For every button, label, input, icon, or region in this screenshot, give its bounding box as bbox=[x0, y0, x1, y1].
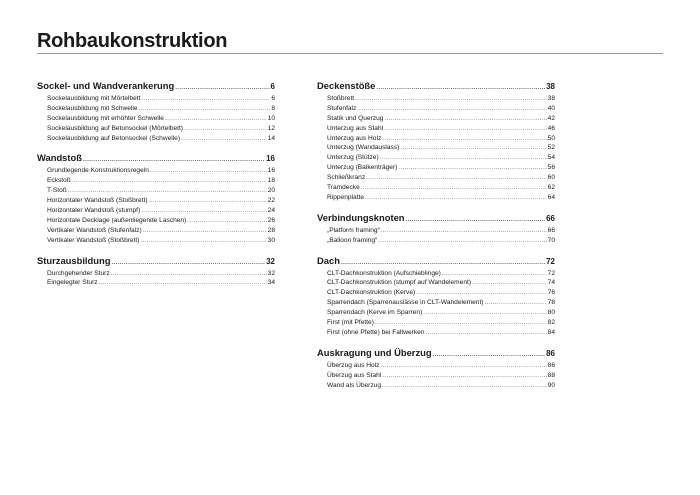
section-heading: Auskragung und Überzug bbox=[317, 346, 432, 358]
entry-label: Vertikaler Wandstoß (Stoßbrett) bbox=[47, 236, 140, 244]
dot-leader bbox=[384, 125, 547, 135]
toc-section-sturzausbildung bbox=[37, 253, 275, 289]
page-number: 72 bbox=[547, 269, 555, 277]
section-heading: Deckenstöße bbox=[317, 80, 376, 91]
page-number: 64 bbox=[547, 193, 555, 201]
page-number: 84 bbox=[547, 328, 555, 336]
section-heading: Verbindungsknoten bbox=[317, 211, 405, 223]
toc-entry[interactable] bbox=[37, 134, 275, 144]
entry-label: CLT-Dachkonstruktion (Aufschieblinge) bbox=[327, 269, 441, 277]
dot-leader bbox=[149, 197, 267, 207]
dot-leader bbox=[150, 167, 267, 177]
page-number: 46 bbox=[547, 124, 555, 132]
dot-leader bbox=[187, 217, 266, 227]
page-number: 86 bbox=[546, 348, 555, 358]
toc-entry[interactable] bbox=[37, 278, 275, 288]
toc-heading-dach[interactable] bbox=[317, 253, 555, 269]
dot-leader bbox=[355, 95, 547, 105]
dot-leader bbox=[140, 237, 266, 247]
toc-entry[interactable] bbox=[317, 269, 555, 279]
page-number: 38 bbox=[547, 95, 555, 102]
page-number: 34 bbox=[267, 279, 275, 287]
page-number: 6 bbox=[270, 82, 275, 91]
dot-leader bbox=[376, 80, 545, 96]
toc-entry[interactable] bbox=[317, 143, 555, 153]
toc-entry[interactable] bbox=[37, 196, 275, 206]
page-number: 32 bbox=[267, 269, 275, 277]
entry-label: Sockelausbildung mit Schwelle bbox=[47, 104, 138, 112]
dot-leader bbox=[423, 309, 546, 319]
page-number: 86 bbox=[547, 361, 555, 369]
page-number: 8 bbox=[271, 104, 275, 112]
toc-entry[interactable] bbox=[317, 371, 555, 381]
entry-label: Grundlegende Konstruktionsregeln bbox=[47, 167, 149, 175]
entry-label: Unterzug (Stütze) bbox=[327, 154, 379, 162]
toc-entry[interactable] bbox=[317, 104, 555, 114]
entry-label: Wand als Überzug bbox=[327, 381, 381, 389]
toc-section-wandstoss bbox=[37, 150, 275, 245]
page-number: 72 bbox=[546, 256, 555, 266]
toc-entry[interactable] bbox=[317, 288, 555, 298]
entry-label: CLT-Dachkonstruktion (stumpf auf Wandelement) bbox=[327, 279, 472, 287]
page-number: 30 bbox=[267, 236, 275, 244]
page-number: 28 bbox=[267, 226, 275, 234]
entry-label: Unterzug (Wandauslass) bbox=[327, 144, 400, 152]
page-number: 88 bbox=[547, 371, 555, 379]
section-heading: Sturzausbildung bbox=[37, 254, 111, 266]
section-heading: Dach bbox=[317, 254, 340, 266]
toc-entry[interactable] bbox=[37, 206, 275, 216]
page-number: 54 bbox=[547, 154, 555, 162]
toc-entry[interactable] bbox=[317, 318, 555, 328]
toc-entry[interactable] bbox=[37, 104, 275, 114]
toc-left-column bbox=[37, 78, 275, 295]
page-number: 18 bbox=[267, 177, 275, 185]
page-number: 62 bbox=[547, 184, 555, 192]
dot-leader bbox=[72, 177, 267, 187]
toc-entry[interactable] bbox=[317, 94, 555, 104]
toc-section-verbindungsknoten bbox=[317, 210, 555, 246]
toc-entry[interactable] bbox=[317, 328, 555, 338]
entry-label: Überzug aus Stahl bbox=[327, 371, 382, 379]
toc-heading-sturzausbildung[interactable] bbox=[37, 253, 275, 269]
dot-leader bbox=[380, 362, 546, 372]
dot-leader bbox=[141, 95, 270, 105]
toc-entry[interactable] bbox=[37, 114, 275, 124]
page-number: 40 bbox=[547, 104, 555, 112]
entry-label: Durchgehender Sturz bbox=[47, 269, 110, 277]
toc-entry[interactable] bbox=[37, 166, 275, 176]
entry-label: Stufenfalz bbox=[327, 104, 357, 112]
entry-label: Sockelausbildung auf Betonsockel (Schwelle) bbox=[47, 134, 181, 142]
page-number: 66 bbox=[546, 213, 555, 223]
page-number: 42 bbox=[547, 114, 555, 122]
page-number: 6 bbox=[271, 95, 275, 102]
dot-leader bbox=[99, 279, 267, 289]
toc-right-column bbox=[317, 78, 555, 397]
dot-leader bbox=[366, 174, 547, 184]
page-number: 20 bbox=[267, 187, 275, 195]
toc-heading-auskragung-und-ueberzug[interactable] bbox=[317, 345, 555, 361]
page-number: 74 bbox=[547, 279, 555, 287]
entry-label: Eckstoß bbox=[47, 177, 71, 185]
page-number: 24 bbox=[267, 207, 275, 215]
dot-leader bbox=[382, 135, 546, 145]
dot-leader bbox=[111, 255, 265, 271]
entry-label: Unterzug (Balkenträger) bbox=[327, 164, 398, 172]
dot-leader bbox=[181, 135, 267, 145]
toc-entry[interactable] bbox=[317, 308, 555, 318]
dot-leader bbox=[433, 347, 546, 363]
dot-leader bbox=[485, 299, 547, 309]
toc-entry[interactable] bbox=[317, 193, 555, 203]
dot-leader bbox=[384, 115, 546, 125]
page-title: Rohbaukonstruktion bbox=[37, 30, 228, 52]
toc-entry[interactable] bbox=[317, 153, 555, 163]
dot-leader bbox=[111, 270, 267, 280]
dot-leader bbox=[381, 227, 547, 237]
toc-entry[interactable] bbox=[317, 124, 555, 134]
dot-leader bbox=[382, 382, 547, 392]
toc-entry[interactable] bbox=[37, 176, 275, 186]
toc-entry[interactable] bbox=[317, 298, 555, 308]
dot-leader bbox=[357, 105, 546, 115]
page-number: 66 bbox=[547, 226, 555, 234]
dot-leader bbox=[400, 144, 546, 154]
page-number: 16 bbox=[266, 154, 275, 164]
entry-label: Sockelausbildung auf Betonsockel (Mörtelbett) bbox=[47, 124, 183, 132]
page-number: 90 bbox=[547, 381, 555, 389]
entry-label: Horizontaler Wandstoß (Stoßbrett) bbox=[47, 197, 148, 205]
toc-entry[interactable] bbox=[317, 114, 555, 124]
dot-leader bbox=[184, 125, 267, 135]
toc-entry[interactable] bbox=[37, 236, 275, 246]
dot-leader bbox=[175, 80, 269, 96]
entry-label: Schließkranz bbox=[327, 174, 366, 182]
toc-heading-deckenstoesse[interactable] bbox=[317, 78, 555, 94]
entry-label: CLT-Dachkonstruktion (Kerve) bbox=[327, 289, 416, 297]
entry-label: T-Stoß bbox=[47, 187, 67, 195]
toc-entry[interactable] bbox=[37, 124, 275, 134]
dot-leader bbox=[406, 212, 546, 228]
toc-entry[interactable] bbox=[317, 226, 555, 236]
entry-label: Rippenplatte bbox=[327, 193, 365, 201]
entry-label: First (ohne Pfette) bei Faltwerken bbox=[327, 328, 425, 336]
page-number: 38 bbox=[546, 82, 555, 91]
entry-label: Stoßbrett bbox=[327, 95, 355, 102]
page-number: 60 bbox=[547, 174, 555, 182]
page-number: 10 bbox=[267, 114, 275, 122]
toc-heading-wandstoss[interactable] bbox=[37, 150, 275, 166]
page-number: 70 bbox=[547, 236, 555, 244]
dot-leader bbox=[361, 184, 547, 194]
toc-entry[interactable] bbox=[37, 269, 275, 279]
entry-label: Sparrendach (Sparrenauslässe in CLT-Wandelement) bbox=[327, 299, 484, 307]
entry-label: Sparrendach (Kerve im Sparren) bbox=[327, 309, 423, 317]
toc-section-sockel-und-wandverankerung bbox=[37, 78, 275, 143]
page-number: 52 bbox=[547, 144, 555, 152]
toc-entry[interactable] bbox=[37, 94, 275, 104]
page-number: 26 bbox=[267, 216, 275, 224]
toc-entry[interactable] bbox=[317, 381, 555, 391]
section-heading: Wandstoß bbox=[37, 152, 82, 164]
dot-leader bbox=[365, 194, 547, 204]
dot-leader bbox=[143, 227, 267, 237]
toc-entry[interactable] bbox=[317, 163, 555, 173]
page-number: 14 bbox=[267, 134, 275, 142]
page-number: 32 bbox=[266, 256, 275, 266]
entry-label: Vertikaler Wandstoß (Stufenfalz) bbox=[47, 226, 142, 234]
entry-label: Horizontale Decklage (außenliegende Laschen) bbox=[47, 216, 187, 224]
title-divider bbox=[37, 53, 663, 54]
entry-label: Tramdecke bbox=[327, 184, 360, 192]
page-number: 76 bbox=[547, 289, 555, 297]
section-heading: Sockel- und Wandverankerung bbox=[37, 80, 175, 91]
toc-entry[interactable] bbox=[37, 226, 275, 236]
page-number: 12 bbox=[267, 124, 275, 132]
page-number: 50 bbox=[547, 134, 555, 142]
toc-entry[interactable] bbox=[317, 134, 555, 144]
toc-entry[interactable] bbox=[37, 186, 275, 196]
entry-label: Sockelausbildung mit erhöhter Schwelle bbox=[47, 114, 164, 122]
toc-entry[interactable] bbox=[317, 173, 555, 183]
toc-heading-sockel-und-wandverankerung[interactable] bbox=[37, 78, 275, 94]
page-number: 78 bbox=[547, 299, 555, 307]
entry-label: First (mit Pfette) bbox=[327, 319, 374, 327]
toc-section-deckenstoesse bbox=[317, 78, 555, 203]
entry-label: Horizontaler Wandstoß (stumpf) bbox=[47, 207, 141, 215]
entry-label: „Platform framing“ bbox=[327, 226, 380, 234]
dot-leader bbox=[472, 279, 547, 289]
page-number: 16 bbox=[267, 167, 275, 175]
toc-entry[interactable] bbox=[317, 236, 555, 246]
toc-heading-verbindungsknoten[interactable] bbox=[317, 210, 555, 226]
entry-label: Sockelausbildung mit Mörtelbett bbox=[47, 95, 141, 102]
toc-entry[interactable] bbox=[317, 361, 555, 371]
dot-leader bbox=[425, 329, 546, 339]
entry-label: Unterzug aus Holz bbox=[327, 134, 382, 142]
entry-label: „Balloon framing“ bbox=[327, 236, 378, 244]
toc-section-auskragung-und-ueberzug bbox=[317, 345, 555, 391]
page-number: 80 bbox=[547, 309, 555, 317]
toc-entry[interactable] bbox=[317, 278, 555, 288]
entry-label: Eingelegter Sturz bbox=[47, 279, 98, 287]
page-number: 56 bbox=[547, 164, 555, 172]
page-number: 22 bbox=[267, 197, 275, 205]
page-number: 82 bbox=[547, 319, 555, 327]
entry-label: Unterzug aus Stahl bbox=[327, 124, 384, 132]
dot-leader bbox=[398, 164, 546, 174]
toc-entry[interactable] bbox=[37, 216, 275, 226]
dot-leader bbox=[378, 237, 546, 247]
toc-section-dach bbox=[317, 253, 555, 338]
dot-leader bbox=[380, 154, 547, 164]
toc-entry[interactable] bbox=[317, 183, 555, 193]
entry-label: Überzug aus Holz bbox=[327, 361, 380, 369]
entry-label: Statik und Querzug bbox=[327, 114, 384, 122]
dot-leader bbox=[382, 372, 546, 382]
